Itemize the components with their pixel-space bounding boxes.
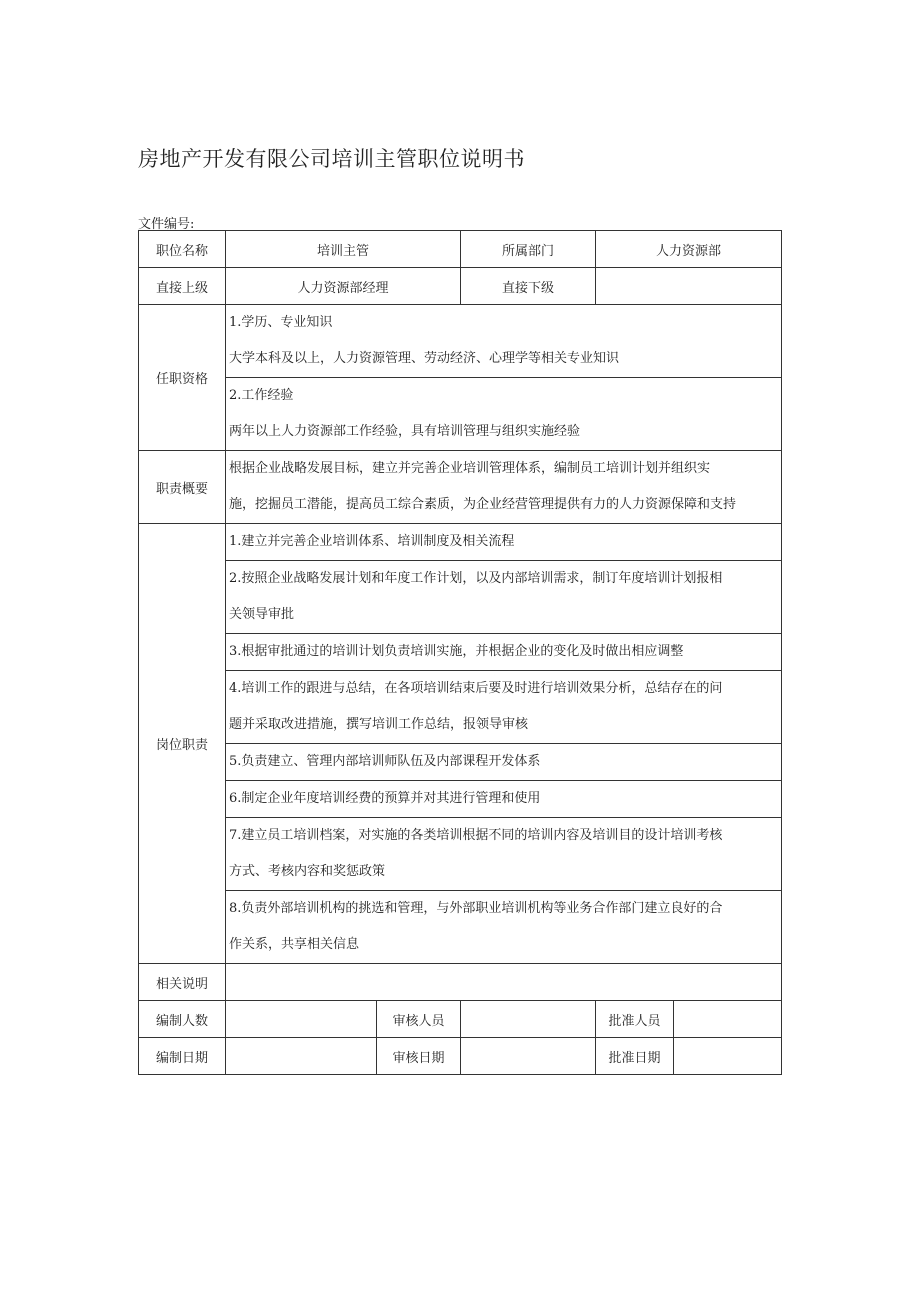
qualification-item: [226, 305, 781, 378]
qualification-detail: 大学本科及以上，人力资源管理、劳动经济、心理学等相关专业知识: [229, 351, 620, 366]
duty-item: [226, 524, 781, 561]
file-number-label: 文件编号:: [138, 217, 195, 232]
position-name-value: 培训主管: [226, 231, 461, 268]
duty-line: 3.根据审批通过的培训计划负责培训实施，并根据企业的变化及时做出相应调整: [229, 644, 684, 659]
duty-item: [226, 634, 781, 671]
approved-date-value: [674, 1038, 782, 1075]
reviewed-date-label: 审核日期: [377, 1038, 461, 1075]
summary-content: [226, 451, 782, 524]
position-name-label: 职位名称: [139, 231, 226, 268]
job-description-table: [138, 230, 782, 1075]
subordinate-label: 直接下级: [461, 268, 596, 305]
duty-item: [226, 671, 781, 744]
duty-line: 7.建立员工培训档案，对实施的各类培训根据不同的培训内容及培训目的设计培训考核: [229, 828, 723, 843]
qualification-heading: 2.工作经验: [229, 388, 294, 403]
prepared-by-value: [226, 1001, 377, 1038]
qualification-heading: 1.学历、专业知识: [229, 315, 333, 330]
department-label: 所属部门: [461, 231, 596, 268]
duty-line: 8.负责外部培训机构的挑选和管理，与外部职业培训机构等业务合作部门建立良好的合: [229, 901, 723, 916]
department-value: 人力资源部: [596, 231, 782, 268]
summary-line: 根据企业战略发展目标，建立并完善企业培训管理体系，编制员工培训计划并组织实: [229, 461, 711, 476]
approved-by-value: [674, 1001, 782, 1038]
prepared-by-label: 编制人数: [139, 1001, 226, 1038]
duty-line: 5.负责建立、管理内部培训师队伍及内部课程开发体系: [229, 754, 541, 769]
duty-item: [226, 561, 781, 634]
qualification-detail: 两年以上人力资源部工作经验，具有培训管理与组织实施经验: [229, 424, 581, 439]
duty-line: 2.按照企业战略发展计划和年度工作计划，以及内部培训需求，制订年度培训计划报相: [229, 571, 723, 586]
subordinate-value: [596, 268, 782, 305]
qualification-item: [226, 378, 781, 450]
notes-value: [226, 964, 782, 1001]
summary-line: 施，挖掘员工潜能，提高员工综合素质，为企业经营管理提供有力的人力资源保障和支持: [229, 497, 737, 512]
duty-line: 4.培训工作的跟进与总结，在各项培训结束后要及时进行培训效果分析，总结存在的问: [229, 681, 723, 696]
qualifications-content: [226, 305, 782, 451]
duty-item: [226, 818, 781, 891]
prepared-date-value: [226, 1038, 377, 1075]
notes-label: 相关说明: [139, 964, 226, 1001]
duty-line: 1.建立并完善企业培训体系、培训制度及相关流程: [229, 534, 515, 549]
prepared-date-label: 编制日期: [139, 1038, 226, 1075]
reviewed-by-label: 审核人员: [377, 1001, 461, 1038]
reviewed-date-value: [461, 1038, 596, 1075]
duty-item: [226, 781, 781, 818]
superior-label: 直接上级: [139, 268, 226, 305]
duty-item: [226, 891, 781, 963]
duty-line: 作关系，共享相关信息: [229, 937, 360, 952]
duty-line: 关领导审批: [229, 607, 295, 622]
duty-line: 题并采取改进措施，撰写培训工作总结，报领导审核: [229, 717, 529, 732]
qualifications-label: 任职资格: [139, 305, 226, 451]
duties-label: 岗位职责: [139, 524, 226, 964]
approved-date-label: 批准日期: [596, 1038, 674, 1075]
duty-line: 方式、考核内容和奖惩政策: [229, 864, 386, 879]
summary-label: 职责概要: [139, 451, 226, 524]
reviewed-by-value: [461, 1001, 596, 1038]
duties-content: [226, 524, 782, 964]
duty-line: 6.制定企业年度培训经费的预算并对其进行管理和使用: [229, 791, 541, 806]
duty-item: [226, 744, 781, 781]
page-title: 房地产开发有限公司培训主管职位说明书: [138, 147, 525, 171]
superior-value: 人力资源部经理: [226, 268, 461, 305]
approved-by-label: 批准人员: [596, 1001, 674, 1038]
